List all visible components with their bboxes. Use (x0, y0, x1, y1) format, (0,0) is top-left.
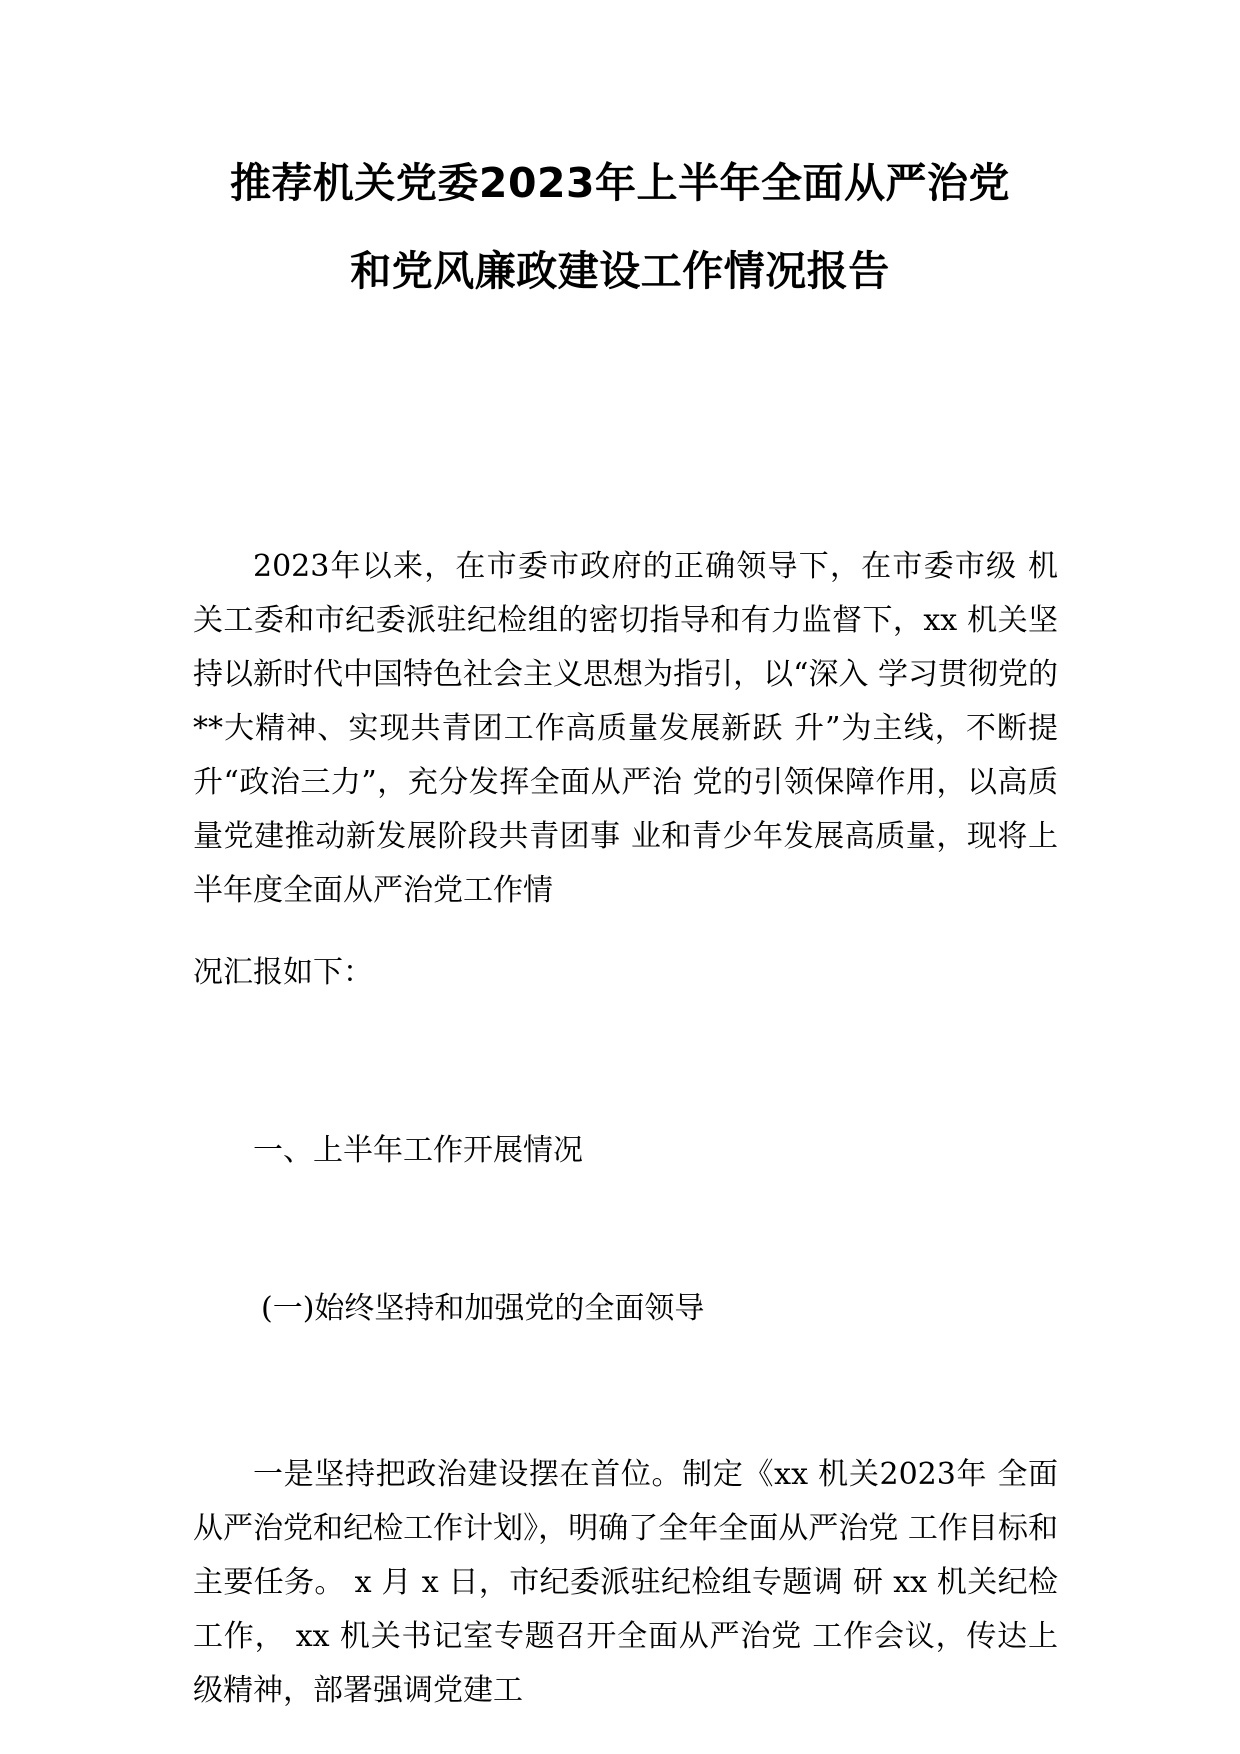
intro-paragraph: 2023年以来，在市委市政府的正确领导下，在市委市级 机关工委和市纪委派驻纪检组的密切指导和有力监督下，xx 机关坚持以新时代中国特色社会主义思想为指引，以“深入 学习贯彻党的**大精神、实现共青团工作高质量发展新跃 升”为主线，不断提升“政治三力”，充分发挥全面从严治 党的引领保障作用，以高质量党建推动新发展阶段共青团事 业和青少年发展高质量，现将上半年度全面从严治党工作情 (193, 549, 1058, 908)
subsection-heading: (一)始终坚持和加强党的全面领导 (261, 1291, 705, 1326)
intro-paragraph-tail: 况汇报如下： (193, 955, 373, 990)
first-point-paragraph: 一是坚持把政治建设摆在首位。制定《xx 机关2023年 全面从严治党和纪检工作计划》，明确了全年全面从严治党 工作目标和主要任务。 x 月 x 日，市纪委派驻纪检组专题调 研 xx 机关纪检工作， xx 机关书记室专题召开全面从严治党 工作会议，传达上级精神，部署强调党建工 (193, 1457, 1058, 1708)
document-title-line-1: 推荐机关党委2023年上半年全面从严治党 (229, 159, 1011, 207)
document-title-line-2: 和党风廉政建设工作情况报告 (350, 247, 890, 295)
section-heading: 一、上半年工作开展情况 (253, 1133, 583, 1168)
